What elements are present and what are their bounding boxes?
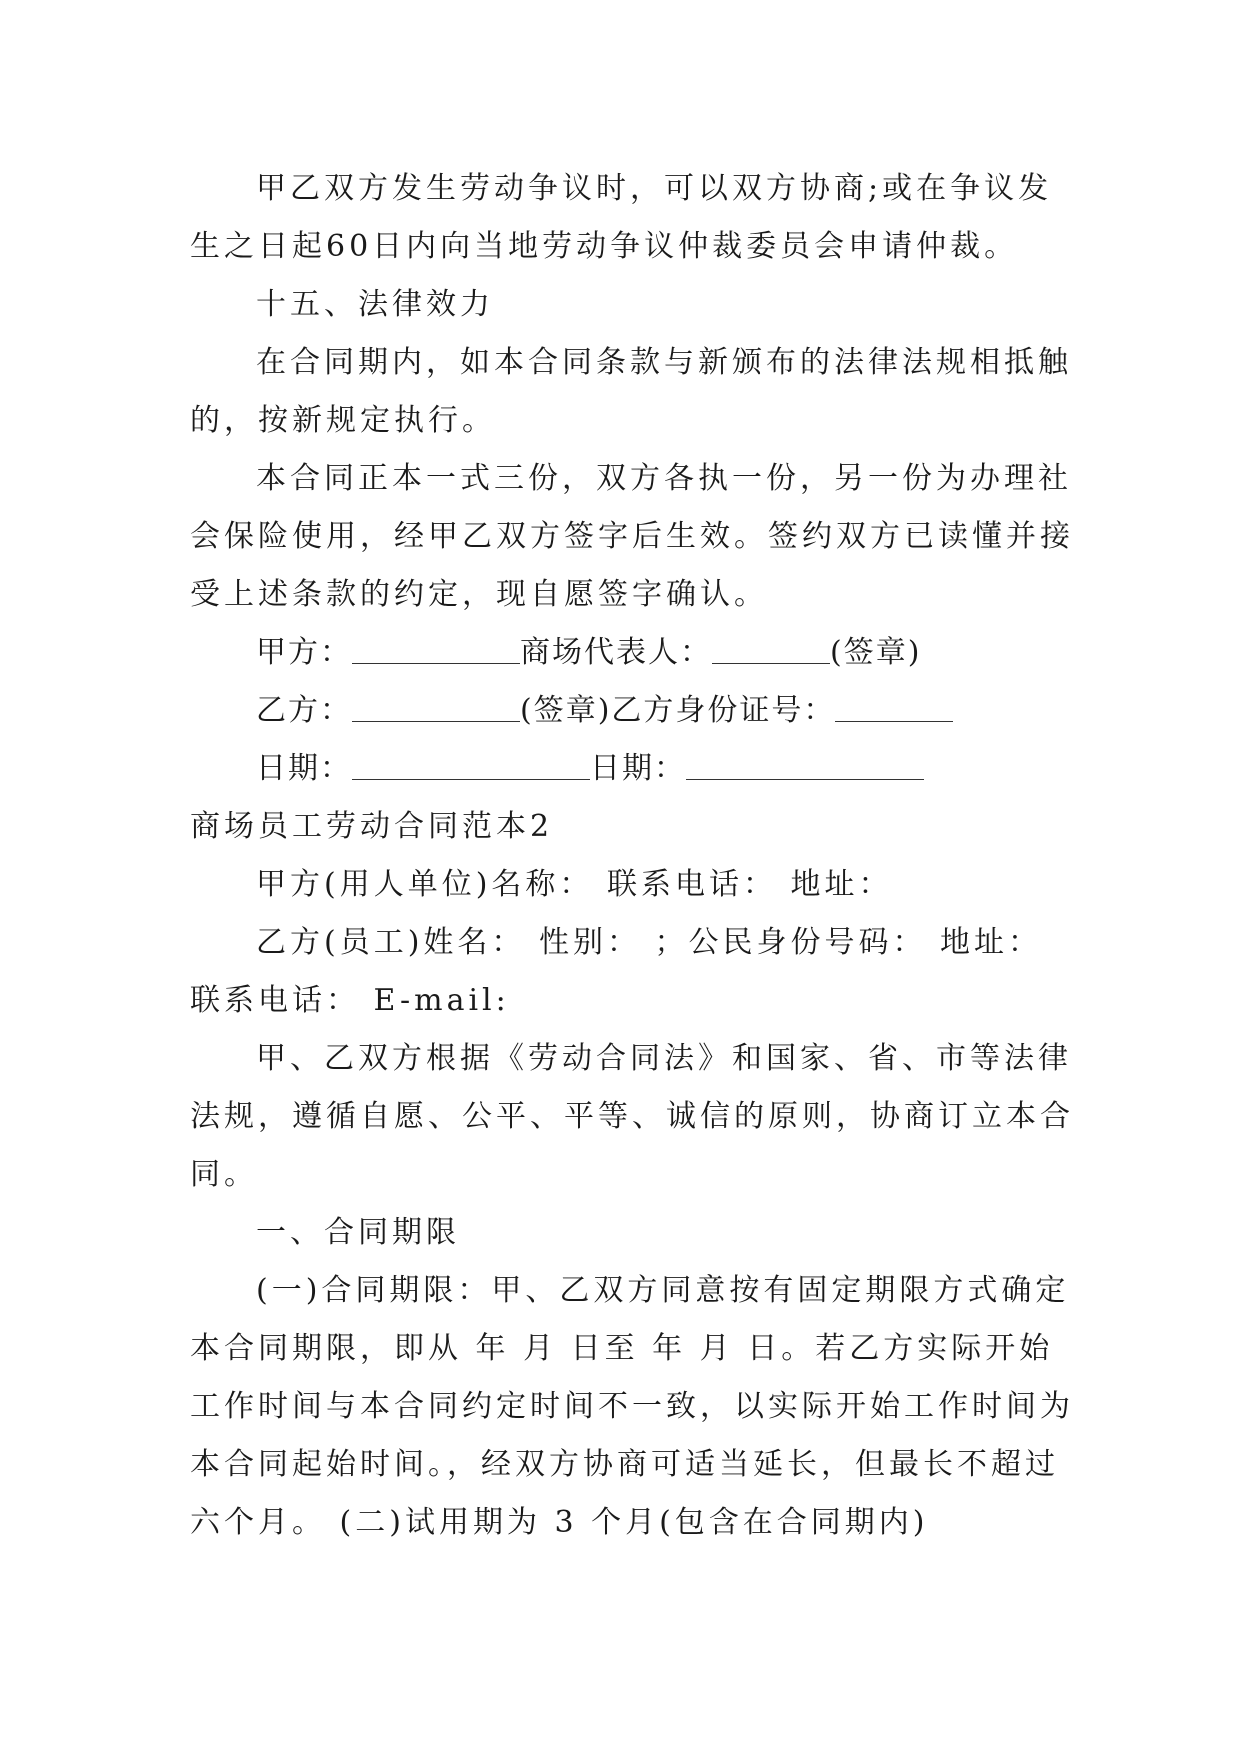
- party-b-info: 联系电话： E-mail:: [190, 983, 510, 1018]
- party-b-info: 乙方(员工)姓名： 性别： ；公民身份号码： 地址：: [256, 925, 1043, 960]
- signature-blank[interactable]: [712, 633, 830, 664]
- paragraph-line: 的，按新规定执行。: [190, 403, 496, 438]
- paragraph-line: 生之日起60日内向当地劳动争议仲裁委员会申请仲裁。: [190, 229, 1019, 264]
- signature-label: 日期：: [256, 751, 352, 786]
- document-title: 商场员工劳动合同范本2: [190, 809, 554, 844]
- paragraph-line: (一)合同期限：甲、乙双方同意按有固定期限方式确定: [256, 1273, 1070, 1308]
- signature-blank[interactable]: [352, 633, 520, 664]
- section-heading: 十五、法律效力: [256, 287, 494, 322]
- signature-label: 乙方：: [256, 693, 352, 728]
- date-blank[interactable]: [686, 749, 924, 780]
- signature-blank[interactable]: [835, 691, 953, 722]
- date-blank[interactable]: [352, 749, 590, 780]
- signature-label: (签章): [830, 635, 922, 670]
- paragraph-line: 在合同期内，如本合同条款与新颁布的法律法规相抵触: [256, 345, 1072, 380]
- section-heading: 一、合同期限: [256, 1215, 460, 1250]
- paragraph-line: 本合同期限，即从 年 月 日至 年 月 日。若乙方实际开始: [190, 1331, 1054, 1366]
- signature-label: 商场代表人：: [520, 635, 712, 670]
- paragraph-line: 受上述条款的约定，现自愿签字确认。: [190, 577, 768, 612]
- paragraph-line: 本合同正本一式三份，双方各执一份，另一份为办理社: [256, 461, 1072, 496]
- paragraph-line: 法规，遵循自愿、公平、平等、诚信的原则，协商订立本合: [190, 1099, 1074, 1134]
- paragraph-line: 甲、乙双方根据《劳动合同法》和国家、省、市等法律: [256, 1041, 1072, 1076]
- signature-line-date: [190, 740, 1050, 798]
- paragraph-line: 六个月。 (二)试用期为 3 个月(包含在合同期内): [190, 1505, 929, 1540]
- paragraph-line: 工作时间与本合同约定时间不一致，以实际开始工作时间为: [190, 1389, 1074, 1424]
- signature-line-party-b: [190, 682, 1050, 740]
- signature-label: 甲方：: [256, 635, 352, 670]
- paragraph-line: 会保险使用，经甲乙双方签字后生效。签约双方已读懂并接: [190, 519, 1074, 554]
- signature-label: (签章)乙方身份证号：: [520, 693, 836, 728]
- signature-line-party-a: [190, 624, 1050, 682]
- document-body: [190, 160, 1074, 1552]
- paragraph-line: 同。: [190, 1157, 258, 1192]
- paragraph-line: 本合同起始时间。，经双方协商可适当延长，但最长不超过: [190, 1447, 1059, 1482]
- signature-label: 日期：: [590, 751, 686, 786]
- signature-blank[interactable]: [352, 691, 520, 722]
- paragraph-line: 甲乙双方发生劳动争议时，可以双方协商;或在争议发: [256, 171, 1053, 206]
- party-a-info: 甲方(用人单位)名称： 联系电话： 地址：: [256, 867, 893, 902]
